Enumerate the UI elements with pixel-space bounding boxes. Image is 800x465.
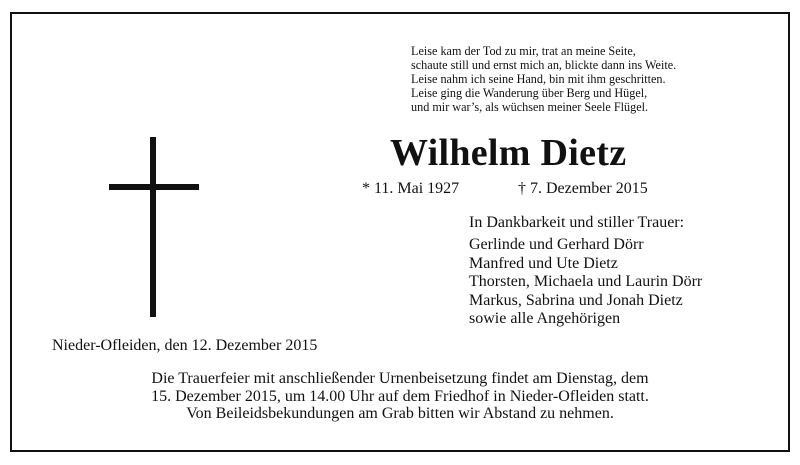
- mourner-name: sowie alle Angehörigen: [469, 310, 621, 328]
- place-date: Nieder-Ofleiden, den 12. Dezember 2015: [52, 337, 318, 354]
- notice-line: Die Trauerfeier mit anschließender Urnenbeisetzung findet am Dienstag, dem: [151, 370, 649, 387]
- birth-date: * 11. Mai 1927: [362, 180, 460, 197]
- mourners-intro: In Dankbarkeit und stiller Trauer:: [469, 214, 685, 231]
- death-date: † 7. Dezember 2015: [518, 180, 648, 197]
- poem: [411, 44, 676, 114]
- mourner-name: Manfred und Ute Dietz: [469, 254, 618, 272]
- notice-line: Von Beileidsbekundungen am Grab bitten wir Abstand zu nehmen.: [186, 405, 614, 422]
- cross-horizontal-bar: [109, 184, 199, 190]
- notice-line: 15. Dezember 2015, um 14.00 Uhr auf dem Friedhof in Nieder-Ofleiden statt.: [151, 387, 649, 405]
- cross-vertical-bar: [150, 137, 156, 317]
- mourner-name: Markus, Sabrina und Jonah Dietz: [469, 291, 683, 309]
- poem-line: Leise ging die Wanderung über Berg und Hügel,: [411, 86, 648, 100]
- poem-line: und mir war’s, als wüchsen meiner Seele Flügel.: [411, 100, 649, 114]
- poem-line: Leise kam der Tod zu mir, trat an meine Seite,: [411, 44, 636, 58]
- deceased-name: Wilhelm Dietz: [390, 132, 627, 174]
- poem-line: Leise nahm ich seine Hand, bin mit ihm geschritten.: [411, 72, 666, 86]
- mourner-name: Thorsten, Michaela und Laurin Dörr: [469, 273, 703, 291]
- funeral-notice: [50, 370, 750, 423]
- mourners-block: [469, 214, 702, 328]
- mourner-name: Gerlinde und Gerhard Dörr: [469, 236, 644, 254]
- poem-line: schaute still und ernst mich an, blickte dann ins Weite.: [411, 58, 677, 72]
